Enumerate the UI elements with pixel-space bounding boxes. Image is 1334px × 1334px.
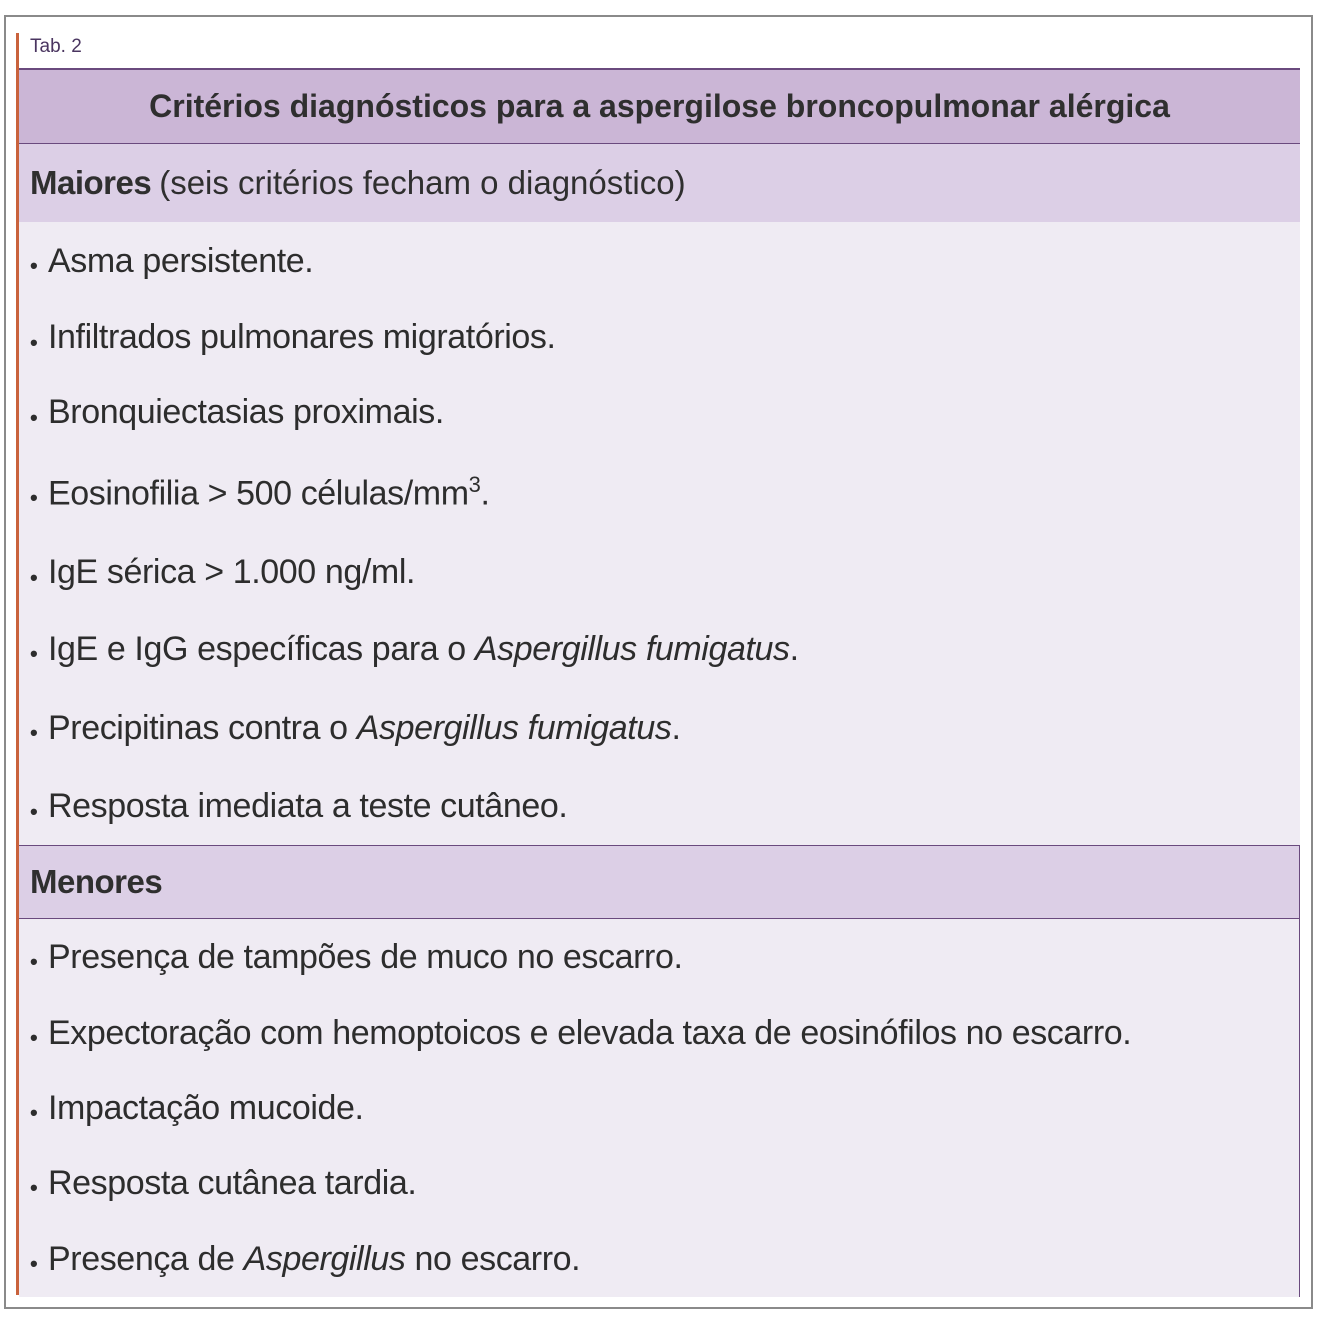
- list-item: [19, 995, 1299, 1071]
- item-text-main: Impactação mucoide.: [48, 1088, 364, 1127]
- item-text: [48, 472, 490, 513]
- list-item: [19, 535, 1300, 610]
- bullet-icon: •: [30, 798, 38, 824]
- minor-heading-label: Menores: [30, 863, 163, 900]
- list-item: [19, 610, 1300, 688]
- list-item: [19, 1145, 1299, 1221]
- bullet-icon: •: [30, 720, 38, 745]
- item-text-main: IgE sérica > 1.000 ng/ml.: [48, 553, 416, 591]
- item-text-end: .: [789, 629, 799, 668]
- item-text-italic: Aspergillus: [243, 1239, 406, 1278]
- bullet-icon: •: [30, 949, 38, 974]
- bullet-icon: •: [30, 404, 38, 430]
- item-text-main: Presença de tampões de muco no escarro.: [48, 937, 683, 976]
- bullet-icon: •: [30, 253, 38, 278]
- item-text: [48, 787, 567, 826]
- table-title: Critérios diagnósticos para a aspergilose broncopulmonar alérgica: [19, 68, 1300, 144]
- item-text: [48, 1014, 1131, 1053]
- major-heading-note: (seis critérios fecham o diagnóstico): [159, 164, 686, 201]
- item-text-main: Resposta imediata a teste cutâneo.: [48, 787, 568, 825]
- item-text: [48, 393, 444, 432]
- bullet-icon: •: [30, 1175, 38, 1200]
- item-text: [48, 242, 313, 281]
- list-item: [19, 688, 1300, 768]
- bullet-icon: •: [30, 1251, 38, 1276]
- minor-criteria-heading: [19, 845, 1300, 919]
- major-heading-label: Maiores: [30, 164, 152, 201]
- item-text: [48, 553, 415, 592]
- item-text-main: Presença de: [48, 1239, 244, 1278]
- item-text-main: Asma persistente.: [48, 241, 314, 280]
- item-text-main: IgE e IgG específicas para o: [48, 629, 475, 668]
- item-text: [48, 630, 799, 669]
- item-text: [48, 318, 556, 357]
- list-item: [19, 300, 1300, 375]
- item-text-main: Eosinofilia > 500 células/mm: [48, 474, 469, 513]
- item-superscript: 3: [468, 471, 481, 497]
- item-text-main: Precipitinas contra o: [48, 708, 357, 747]
- major-criteria-list: [19, 222, 1300, 845]
- bullet-icon: •: [30, 564, 38, 590]
- item-text: [48, 1089, 364, 1128]
- item-text-italic: Aspergillus fumigatus: [474, 629, 790, 668]
- item-text: [48, 709, 681, 748]
- list-item: [19, 919, 1299, 995]
- table-number: Tab. 2: [30, 36, 82, 57]
- bullet-icon: •: [30, 329, 38, 355]
- item-text-italic: Aspergillus fumigatus: [356, 708, 672, 747]
- bullet-icon: •: [30, 484, 38, 510]
- item-text-main: Expectoração com hemoptoicos e elevada taxa de eosinófilos no escarro.: [48, 1013, 1132, 1052]
- minor-criteria-list: [19, 919, 1300, 1297]
- bullet-icon: •: [30, 1025, 38, 1050]
- item-text-main: Resposta cutânea tardia.: [48, 1163, 417, 1202]
- item-text: [48, 938, 683, 977]
- list-item: [19, 450, 1300, 535]
- list-item: [19, 1221, 1299, 1297]
- list-item: [19, 768, 1300, 845]
- list-item: [19, 375, 1300, 450]
- major-criteria-heading: [19, 144, 1300, 222]
- item-text: [48, 1240, 580, 1279]
- criteria-table: [19, 68, 1300, 1297]
- item-text-end: .: [480, 474, 490, 513]
- item-text-end: .: [671, 708, 681, 747]
- list-item: [19, 222, 1300, 300]
- item-text: [48, 1164, 416, 1203]
- item-text-end: no escarro.: [405, 1239, 581, 1278]
- bullet-icon: •: [30, 1100, 38, 1125]
- item-text-main: Bronquiectasias proximais.: [48, 393, 444, 431]
- list-item: [19, 1071, 1299, 1145]
- item-text-main: Infiltrados pulmonares migratórios.: [48, 318, 556, 356]
- bullet-icon: •: [30, 641, 38, 666]
